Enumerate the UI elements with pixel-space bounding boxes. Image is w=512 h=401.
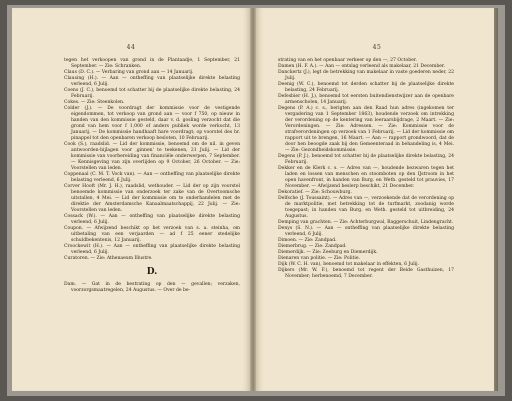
- page-edge: [494, 8, 498, 391]
- index-entry: Denys (S. N.). — Aan — ontheffing van plaatselijke direkte belasting verleend, 6 Julij.: [278, 226, 454, 237]
- index-entry: Corver Hooft (Mr. J. H.), raadslid, wethouder. — Lid der op zijn voorstel benoemde kommissie van onderzoek ter zake van de Overtoomsche uitstallen, 4 Mei. — Lid der kommissie om te onderhandelen met de direktie der Amsterdamsche Kanaalmaatschappij, 22 Julij. — Zie: Voorstellen van leden.: [64, 184, 240, 213]
- index-entry: Dimoen. — Zie: Zandpad.: [278, 238, 337, 243]
- book-spread: [7, 5, 505, 396]
- section-heading: D.: [146, 267, 158, 277]
- index-entry: Demping van grachten. — Zie: Achterburgwal, Baggerschuit, Lindengracht.: [278, 220, 454, 225]
- index-entry: Cossack (W.). — Aan — ontheffing van plaatselijke direkte belasting verleend, 6 Julij.: [64, 214, 240, 225]
- index-entry: Deenig (W. C.), benoemd tot derden schatter bij de plaatselijke direkte belasting, 24 Februarij.: [278, 82, 454, 93]
- left-page: [12, 8, 250, 391]
- index-entry: Danckertz (J.), legt de betrekking van makelaar in vaste goederen neder, 22 Julij.: [278, 70, 454, 81]
- index-entry: Dekker en de Klerk c. s. — Adres van —, houdende bezwaren tegen het laden en lossen van menschen en stoomboten op den IJstroom in het open havenfront, in handen van Burg. en Weth. gesteld tot prauvies, 17 November. — Afwijzend beslerp beschikt, 21 December.: [278, 166, 454, 189]
- left-page-text: [64, 58, 240, 294]
- index-entry: Degens (P. A.) c. s., berigten aan den Raad hun adres (ingekomen ter vergadering van 1 September 1863), houdende verzoek om intrekking der verordening op de kentering van leeraarsbijdrage, 2 Maart. — Zie: Verordeningen. — Zie: Adressen. — Zie: Kommissie voor de strafverordeningen op verzoek van 1 Februarij. — Lid der kommissie om rapport uit te brengen, 16 Maart. — Aan — rapport grondwoord, dat de door hen beoogde zaak bij den Gemeenteraad in behandeling is, 4 Mei. — Zie: Gezondheidskommissie.: [278, 106, 454, 153]
- right-page-text: [278, 58, 454, 280]
- index-entry: Degens (P. J.), benoemd tot schatter bij de plaatselijke direkte belasting, 24 Februarij.: [278, 154, 454, 165]
- index-entry: Coppenaal (C. M. T. Vock van). — Aan — ontheffing van plaatselijke direkte belasting verleend, 6 Julij.: [64, 172, 240, 183]
- index-entry: Dekoratief. — Zie: Schouwburg.: [278, 190, 352, 195]
- index-entry: Croockewit (H.). — Aan — ontheffing van plaatselijke direkte belasting verleend, 6 Julij.: [64, 244, 240, 255]
- index-entry: Cook (S.), raadslid. — Lid der kommissie, benoemd om de nil. in geven antwoorden-bijlagen voor ‚ginnen' te teekenen, 21 Julij. — Lid der kommissie van voorbereiding van financiële onderwerpen, 7 September. — Kennisgeving van zijn overlijden op 9 October, 26 October. — Zie: Voorstellen van leden.: [64, 142, 240, 171]
- index-entry: Coupon. — Afwijzend beschikt op het verzoek van s. a. steinha, om uitbetaling van een verjaarden — ad f 25 eener stedelijke schuldbekentenis, 12 Januarij.: [64, 226, 240, 243]
- index-entry: Dam. — Gat in de bestrating op den — gevallen; verzaken, voorzorgsmaatregelen, 24 Augustus. — Over de be-: [64, 282, 240, 293]
- index-entry: Defesbier (H. J.), benoemd tot eersten buitendienstwijzer aan de openbare armenscholen, 14 Januarij.: [278, 94, 454, 105]
- index-entry: Cokes. — Zie: Steenkolen.: [64, 100, 125, 105]
- index-entry: Dijkers (Mr. W. F.), benoemd tot regent der Beide Gasthuizen, 17 November; herbenoemd, 7 December.: [278, 268, 454, 279]
- index-entry: Damen (H. F. A.). — Aan — ontslag verleend als makelaar, 21 December.: [278, 64, 446, 69]
- index-entry: Coens (J. C.), benoemd tot schatter bij de plaatselijke direkte belasting, 24 Februarij.: [64, 88, 240, 99]
- index-entry: Delfsche (J. Toussaint). — Adres van —, verzoekende dat de verordening op de marktpolitie, met betrekking tot de turfmarkt, zoodanig worde toegepast; in handen van Burg. en Weth. gesteld tot uitbreiding, 24 Augustus.: [278, 196, 454, 219]
- index-entry: Dienaren van politie. — Zie: Politie.: [278, 256, 360, 261]
- left-page-number: 44: [126, 44, 136, 51]
- index-entry: Dijk (W. C. H. van), benoemd tot makelaar in effekten, 6 Julij.: [278, 262, 419, 267]
- index-entry: Diemerdijk. — Zie: Zeeburg en Diemerdijk.: [278, 250, 378, 255]
- index-entry: Clausing (H.). — Aan — ontheffing van plaatselijke direkte belasting verleend, 6 Julij.: [64, 76, 240, 87]
- right-page: [256, 8, 498, 391]
- index-entry: tegen het verkoopen van grond in de Plantaadje, 1 September, 21 September. — Zie: Schranken.: [64, 58, 240, 69]
- index-entry: strating van en het openbaar verkeer op den —, 27 October.: [278, 58, 417, 63]
- right-page-number: 45: [372, 44, 382, 51]
- index-entry: Colder (J.). — De voordragt der kommissie voor de vestigende eigendommen, tot verkoop van grond aan — voor f 750, op nieuw in handen van den kommissie gesteld, daar v. d. gosling verzocht dat die grond van hem voor f 1,000 of anders publiek worde verkocht, 13 Januarij. — De kommissie handhaaft hare voordragt; op voorstel des hr. pinappel tot den openbaren verkoop besloten, 10 Februarij.: [64, 106, 240, 141]
- index-entry: Curatoren. — Zie: Athenaeum Illustre.: [64, 256, 153, 261]
- index-entry: Diemerbrug. — Zie: Zandpad.: [278, 244, 347, 249]
- index-entry: Claus (D. C.). — Verbaring van grond aan — 14 Januarij.: [64, 70, 194, 75]
